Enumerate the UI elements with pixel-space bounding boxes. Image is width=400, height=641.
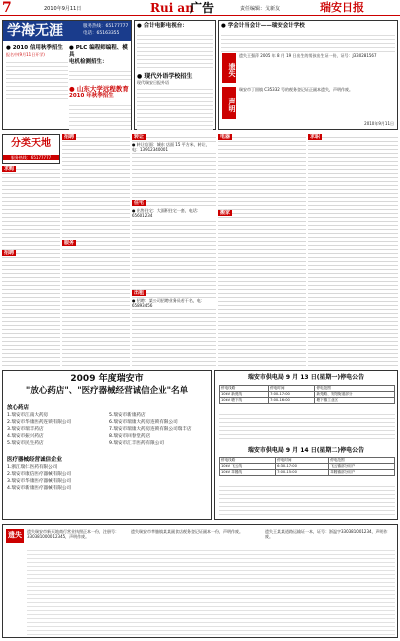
table-cell: 10kV 塘下线 — [220, 398, 269, 404]
classified-item: ● 转让店面：城东 店面 15 平方米，转让，电：13912340001 — [132, 142, 216, 152]
drugstore-item: 1.瑞安市江南大药房 — [7, 413, 49, 418]
classified-section-tag: 求职 — [310, 134, 321, 140]
drugstore-item: 6.瑞安市瑞康大药房连锁有限公司 — [109, 419, 178, 425]
ad-subtitle: 现代瑞安日报外语 — [137, 80, 169, 86]
table-cell: 新苑路、安阳街道部分 — [315, 392, 395, 398]
power-notice-title-2: 瑞安市供电局 9 月 14 日(星期二)停电公告 — [247, 447, 365, 454]
footer-notices — [2, 524, 398, 638]
power-table-2 — [219, 457, 395, 476]
classified-section-tag: 服务 — [64, 240, 75, 246]
classified-column-2 — [62, 134, 130, 366]
ad-title: ● 2010 信用秋季招生 — [6, 45, 63, 51]
ad-title: ● 合计电影电视台： — [137, 23, 188, 29]
drugstore-item: 9.瑞安市汇丰医药有限公司 — [109, 440, 164, 446]
power-notice-title-1: 瑞安市供电局 9 月 13 日(星期一)停电公告 — [247, 374, 365, 381]
classified-column-1 — [2, 166, 60, 366]
table-header: 停电时间 — [269, 386, 315, 392]
classified-section-tag: 出租 — [134, 290, 145, 296]
drugstore-item: 5.瑞安市新康药店 — [109, 413, 146, 418]
drugstore-item: 8.瑞安市回春堂药店 — [109, 433, 151, 439]
table-cell: 7:00-17:00 — [269, 392, 315, 398]
drugstore-item: 4.瑞安市振兴药店 — [7, 433, 44, 439]
classified-item: ● 招聘：某公司招聘业务员若干名，电：65893456 — [132, 298, 216, 308]
ad-body-text — [221, 32, 395, 54]
ad-title: ● PLC 编程师编程、模具 — [69, 45, 128, 58]
education-ads-block — [2, 20, 132, 130]
ad-subtitle: 2010 年秋季招生 — [69, 92, 114, 99]
section-title: 广告 — [190, 1, 215, 15]
table-cell: 10kV 飞云线 — [220, 464, 276, 470]
education-banner-title: 学海无涯 — [7, 23, 63, 39]
footer-notice-text: 遗失瑞安市莘塍镇某某副食店税务登记证副本一份，声明作废。 — [131, 529, 243, 534]
drugstore-year-title: 2009 年度瑞安市 — [70, 374, 144, 384]
power-notice-body — [219, 483, 395, 517]
drugstore-item: 5.瑞安市民生药店 — [7, 440, 44, 446]
newspaper-brand: 瑞安日报 — [320, 1, 364, 14]
drugstore-item: 3.瑞安市瑞丰药店 — [7, 426, 44, 432]
drugstore-list-block — [2, 370, 212, 520]
drugstore-subtitle: 放心药店 — [7, 405, 30, 411]
declare-tag: 声明 — [222, 87, 236, 119]
device-item: 4.瑞安市新康医疗器械有限公司 — [7, 485, 72, 491]
classified-section-tag: 住宅 — [134, 200, 145, 206]
lost-notice-text: 遗失王强萍 2005 年 8 月 19 日出生的男孩出生证一份，证号：J330281567 — [239, 53, 377, 58]
footer-notice-text: 遗失王某某道路运输证一本，证号：浙温字330381001234，声明作废。 — [265, 529, 388, 539]
lost-tag: 遗失 — [222, 53, 236, 83]
editor-credit: 责任编辑：戈新友 — [240, 6, 281, 12]
power-notice-block — [214, 370, 398, 520]
classified-section-tag: 搬家 — [220, 210, 231, 216]
notice-date: 2010年9月11日 — [364, 121, 394, 126]
classified-column-3 — [132, 134, 216, 366]
classified-section-tag: 转让 — [134, 134, 145, 140]
table-cell: 莘塍镇部分用户 — [329, 470, 395, 476]
ad-title: ● 山东大学远程教育 — [69, 84, 129, 93]
ad-subtitle: 电机检测招生： — [69, 58, 108, 65]
page-number: 7 — [2, 0, 12, 16]
classified-phone: 服务热线：65177777 — [3, 155, 59, 160]
ad-title: ● 现代外语学校招生 — [137, 72, 193, 80]
classified-column-5 — [308, 134, 398, 366]
table-cell: 飞云镇部分用户 — [329, 464, 395, 470]
section-logo: Rui an — [150, 1, 194, 15]
table-cell: 10kV 新苑线 — [220, 392, 269, 398]
footer-lost-tag: 遗失 — [6, 529, 24, 543]
middle-ads-block — [134, 20, 216, 130]
drugstore-item: 7.瑞安市瑞康大药房连锁有限公司瑞丰店 — [109, 426, 192, 432]
education-phone: 服务热线：65177777 — [83, 24, 129, 29]
table-cell: 6:30-17:00 — [276, 464, 329, 470]
ad-body-text — [69, 68, 131, 82]
table-cell: 10kV 莘塍线 — [220, 470, 276, 476]
notice-block — [218, 20, 398, 130]
table-header: 停电线路 — [220, 386, 269, 392]
declare-notice-text: 瑞安市丁固镇 C35332 号的税务登记证正副本遗失，声明作废。 — [239, 87, 354, 92]
device-item: 3.瑞安市华康医疗器械有限公司 — [7, 478, 72, 484]
ad-body-text — [69, 102, 131, 132]
drugstore-item: 2.瑞安市华康医药连锁有限公司 — [7, 419, 72, 425]
table-cell: 7:00-15:00 — [276, 470, 329, 476]
table-header: 停电范围 — [329, 458, 395, 464]
ad-body-text — [137, 86, 213, 131]
ad-title: ● 学会计当会计——瑞安会计学校 — [221, 23, 305, 29]
classified-header — [2, 134, 60, 164]
classified-column-4 — [218, 134, 306, 366]
drugstore-main-title: "放心药店"、"医疗器械经营诚信企业"名单 — [25, 386, 189, 397]
classified-title: 分类天地 — [11, 138, 51, 149]
power-notice-body — [219, 411, 395, 441]
classified-item: ● 出售住宅：大面积住宅一套，电话：65601234 — [132, 208, 216, 218]
education-phone-2: 电话：65163355 — [83, 31, 120, 36]
page-header — [0, 0, 400, 16]
power-table-1 — [219, 385, 395, 404]
classified-section-tag: 招聘 — [64, 134, 75, 140]
table-cell: 7:00-16:00 — [269, 398, 315, 404]
issue-date: 2010年9月11日 — [44, 6, 82, 12]
device-item: 1.浙江瑞仁医药有限公司 — [7, 465, 58, 470]
classified-section-tag: 招聘 — [4, 250, 15, 256]
classified-section-tag: 电器 — [220, 134, 231, 140]
classified-section-tag: 求购 — [4, 166, 15, 172]
table-cell: 塘下镇工业区 — [315, 398, 395, 404]
ad-body-text — [137, 32, 213, 70]
device-item: 2.瑞安市康信医疗器械有限公司 — [7, 471, 72, 477]
table-header: 停电线路 — [220, 458, 276, 464]
ad-subtitle: 报名中(9月11日开学) — [6, 51, 45, 57]
table-header: 停电范围 — [315, 386, 395, 392]
footer-notice-text: 遗失瑞安市新天地商行营业执照正本一份，注册号：330381000012345，声明作废。 — [27, 529, 119, 539]
ad-body-text — [6, 59, 68, 99]
device-subtitle: 医疗器械经营诚信企业 — [7, 457, 63, 463]
table-header: 停电时间 — [276, 458, 329, 464]
